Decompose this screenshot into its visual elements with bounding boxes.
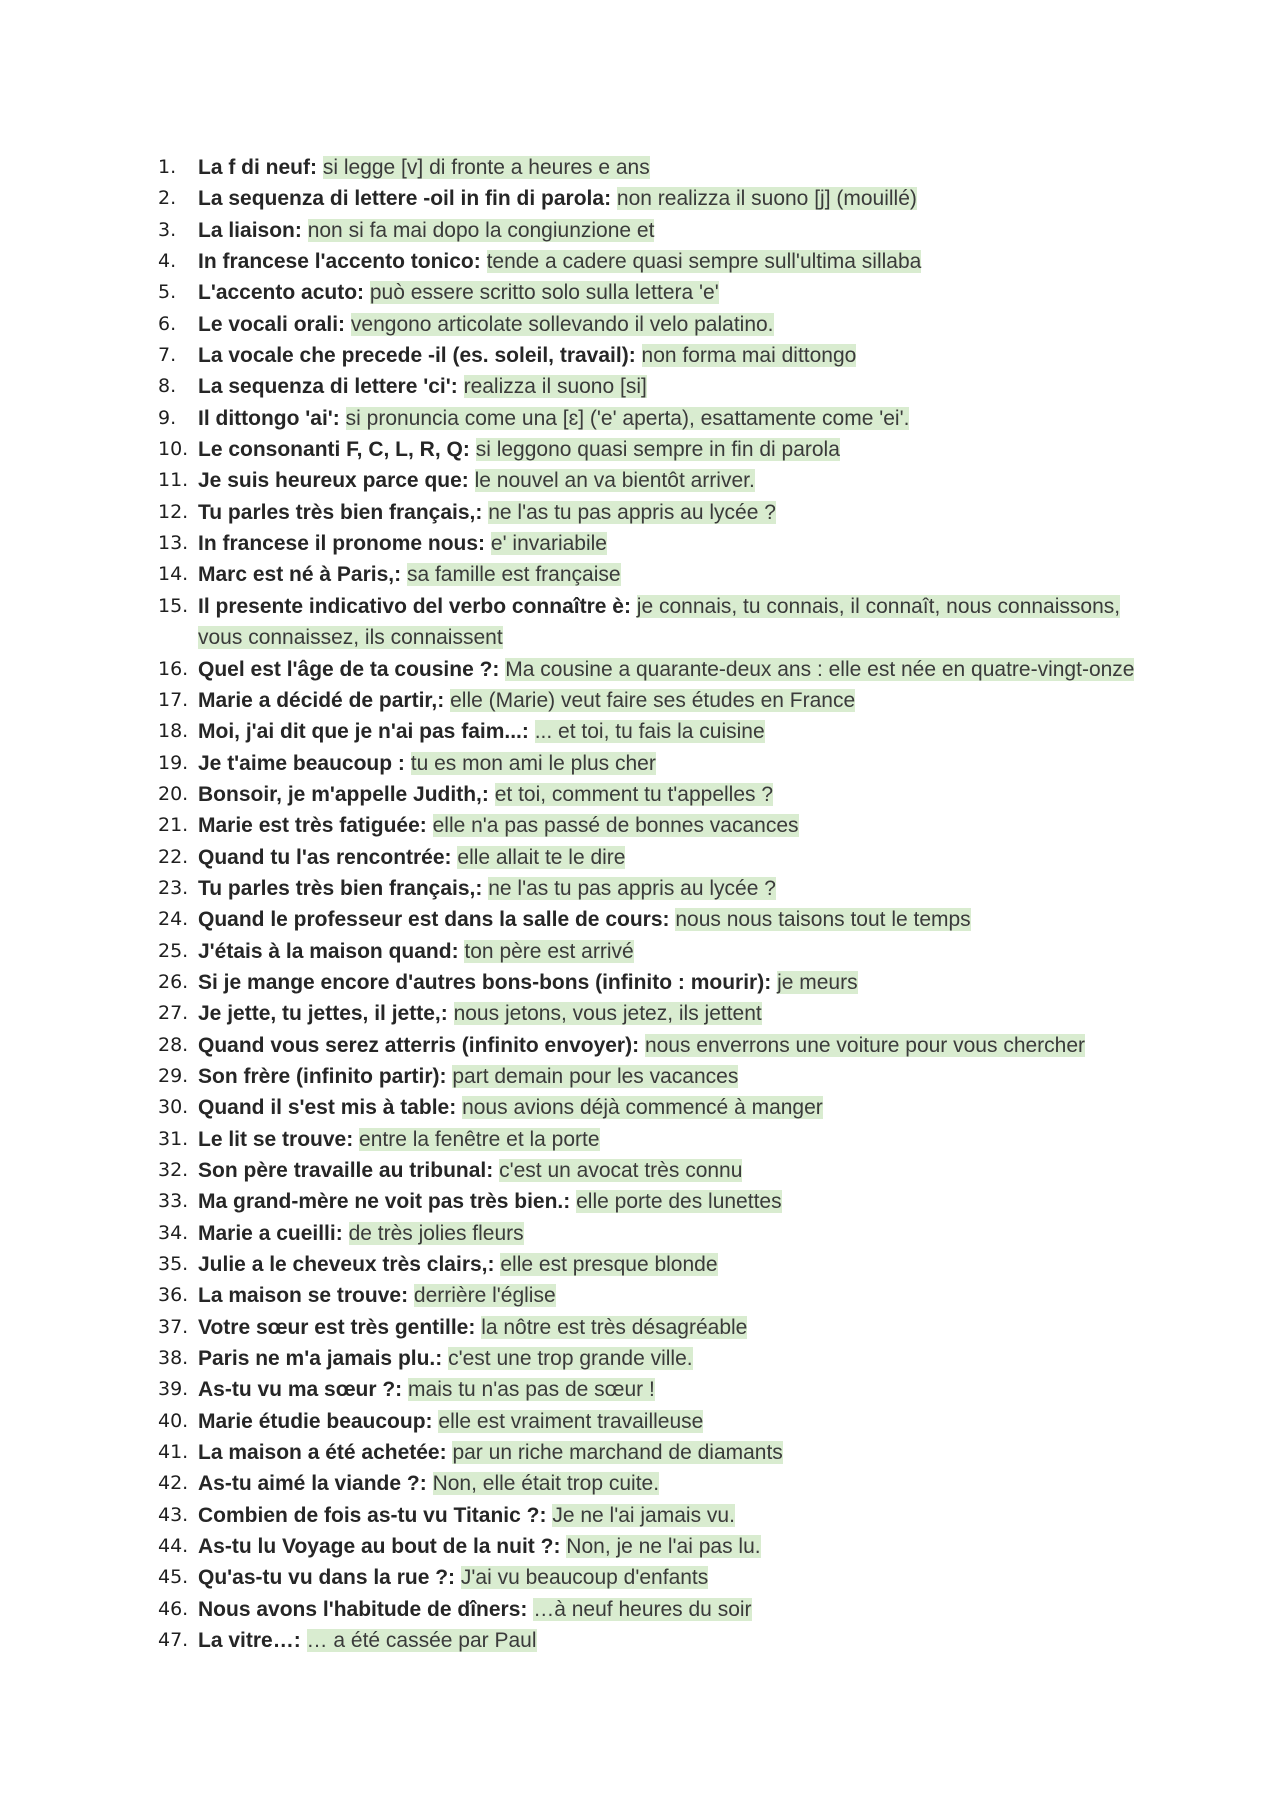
list-item xyxy=(158,497,1168,528)
item-question: La sequenza di lettere 'ci': xyxy=(198,375,458,399)
item-question: Marie a décidé de partir,: xyxy=(198,688,445,712)
item-answer-highlight: Non, je ne l'ai pas lu. xyxy=(566,1535,761,1559)
list-item xyxy=(158,277,1168,308)
item-number: 37. xyxy=(158,1315,189,1338)
item-question: Il presente indicativo del verbo connaître è: xyxy=(198,594,631,618)
list-item xyxy=(158,810,1168,841)
list-item xyxy=(158,1500,1168,1531)
item-answer-highlight: nous avions déjà commencé à manger xyxy=(462,1096,823,1120)
item-number: 21. xyxy=(158,814,189,837)
item-answer-highlight: realizza il suono [si] xyxy=(463,375,647,399)
item-question: Quand le professeur est dans la salle de cours: xyxy=(198,908,670,932)
item-number: 47. xyxy=(158,1629,189,1652)
list-item xyxy=(158,1468,1168,1499)
item-number: 45. xyxy=(158,1566,189,1589)
item-question: La liaison: xyxy=(198,218,302,242)
item-answer-highlight: si pronuncia come una [ɛ] ('e' aperta), esattamente come 'ei'. xyxy=(345,406,910,430)
item-question: La maison a été achetée: xyxy=(198,1441,447,1465)
list-item xyxy=(158,465,1168,496)
item-number: 40. xyxy=(158,1409,189,1432)
item-answer-highlight: c'est un avocat très connu xyxy=(499,1159,743,1182)
item-number: 39. xyxy=(158,1378,189,1401)
item-number: 19. xyxy=(158,751,189,774)
list-item xyxy=(158,309,1168,340)
item-question: Le vocali orali: xyxy=(198,312,346,336)
item-number: 9. xyxy=(158,406,177,429)
list-item xyxy=(158,183,1168,214)
list-item xyxy=(158,1030,1168,1061)
item-answer-highlight: nous nous taisons tout le temps xyxy=(675,908,971,932)
item-question: Quel est l'âge de ta cousine ?: xyxy=(198,657,500,681)
item-number: 18. xyxy=(158,720,189,743)
item-number: 6. xyxy=(158,312,177,335)
item-question: La sequenza di lettere -oil in fin di parola: xyxy=(198,187,612,211)
item-answer-highlight: non forma mai dittongo xyxy=(641,344,857,368)
item-question: Tu parles très bien français,: xyxy=(198,500,483,524)
item-answer-highlight: J'ai vu beaucoup d'enfants xyxy=(460,1566,709,1590)
item-question: Bonsoir, je m'appelle Judith,: xyxy=(198,782,489,806)
item-question: Marie a cueilli: xyxy=(198,1221,343,1245)
list-item xyxy=(158,1562,1168,1593)
list-item xyxy=(158,1186,1168,1217)
item-question: La vocale che precede -il (es. soleil, travail): xyxy=(198,344,636,368)
item-question: Son père travaille au tribunal: xyxy=(198,1159,494,1182)
list-item xyxy=(158,1343,1168,1374)
list-item xyxy=(158,904,1168,935)
item-answer-highlight: nous jetons, vous jetez, ils jettent xyxy=(453,1002,762,1026)
item-number: 28. xyxy=(158,1033,189,1056)
item-question: Je suis heureux parce que: xyxy=(198,469,469,493)
item-question: In francese il pronome nous: xyxy=(198,532,486,556)
item-number: 11. xyxy=(158,469,189,492)
answer-list xyxy=(158,152,1168,1657)
list-item xyxy=(158,716,1168,747)
item-answer-highlight: le nouvel an va bientôt arriver. xyxy=(474,469,755,493)
list-item xyxy=(158,936,1168,967)
item-question: Votre sœur est très gentille: xyxy=(198,1315,476,1339)
item-answer-highlight: e' invariabile xyxy=(490,532,607,556)
item-answer-highlight: c'est une trop grande ville. xyxy=(448,1347,693,1371)
item-number: 13. xyxy=(158,532,189,555)
list-item xyxy=(158,340,1168,371)
item-number: 15. xyxy=(158,594,189,617)
item-question: Son frère (infinito partir): xyxy=(198,1064,447,1088)
item-number: 43. xyxy=(158,1503,189,1526)
item-question: Quand il s'est mis à table: xyxy=(198,1096,457,1120)
item-number: 7. xyxy=(158,344,177,367)
item-answer-highlight: elle n'a pas passé de bonnes vacances xyxy=(432,814,799,838)
item-question: L'accento acuto: xyxy=(198,281,365,305)
item-answer-highlight: si leggono quasi sempre in fin di parola xyxy=(475,438,840,462)
item-question: Marie étudie beaucoup: xyxy=(198,1409,433,1433)
item-question: Le consonanti F, C, L, R, Q: xyxy=(198,438,470,462)
item-answer-highlight: ton père est arrivé xyxy=(464,939,634,963)
list-item xyxy=(158,1280,1168,1311)
list-item xyxy=(158,1124,1168,1155)
item-question: Il dittongo 'ai': xyxy=(198,406,340,430)
list-item xyxy=(158,998,1168,1029)
item-answer-highlight: elle est presque blonde xyxy=(500,1253,718,1277)
item-answer-highlight: mais tu n'as pas de sœur ! xyxy=(408,1378,655,1402)
item-answer-highlight: elle (Marie) veut faire ses études en France xyxy=(450,688,856,712)
item-number: 25. xyxy=(158,939,189,962)
list-item xyxy=(158,1594,1168,1625)
item-answer-highlight: la nôtre est très désagréable xyxy=(481,1315,748,1339)
item-number: 33. xyxy=(158,1190,189,1213)
item-question: Nous avons l'habitude de dîners: xyxy=(198,1597,528,1621)
item-question: In francese l'accento tonico: xyxy=(198,250,481,274)
item-answer-highlight: entre la fenêtre et la porte xyxy=(359,1127,600,1151)
item-question: As-tu vu ma sœur ?: xyxy=(198,1378,403,1402)
list-item xyxy=(158,1312,1168,1343)
list-item xyxy=(158,1374,1168,1405)
item-question: Paris ne m'a jamais plu.: xyxy=(198,1347,443,1371)
list-item xyxy=(158,1155,1168,1186)
item-question: Ma grand-mère ne voit pas très bien.: xyxy=(198,1190,571,1214)
list-item xyxy=(158,591,1168,654)
item-number: 42. xyxy=(158,1472,189,1495)
item-answer-highlight: …à neuf heures du soir xyxy=(533,1597,752,1621)
item-answer-highlight: ... et toi, tu fais la cuisine xyxy=(534,720,765,744)
list-item xyxy=(158,1406,1168,1437)
item-question: Combien de fois as-tu vu Titanic ?: xyxy=(198,1503,547,1527)
item-question: Quand tu l'as rencontrée: xyxy=(198,845,452,869)
item-number: 16. xyxy=(158,657,189,680)
list-item xyxy=(158,1092,1168,1123)
item-question: As-tu aimé la viande ?: xyxy=(198,1472,427,1496)
item-answer-highlight: ne l'as tu pas appris au lycée ? xyxy=(488,876,776,900)
item-number: 26. xyxy=(158,970,189,993)
item-number: 22. xyxy=(158,845,189,868)
list-item xyxy=(158,873,1168,904)
item-number: 31. xyxy=(158,1127,189,1150)
item-answer-highlight: tu es mon ami le plus cher xyxy=(410,751,656,775)
item-number: 14. xyxy=(158,563,189,586)
item-question: La maison se trouve: xyxy=(198,1284,409,1308)
item-answer-highlight: elle est vraiment travailleuse xyxy=(438,1409,704,1433)
list-item xyxy=(158,685,1168,716)
item-number: 4. xyxy=(158,250,177,273)
item-answer-highlight: si legge [v] di fronte a heures e ans xyxy=(322,156,650,179)
list-item xyxy=(158,1218,1168,1249)
item-answer-highlight: je meurs xyxy=(777,970,858,994)
list-item xyxy=(158,246,1168,277)
item-answer-highlight: et toi, comment tu t'appelles ? xyxy=(494,782,774,806)
item-answer-highlight: tende a cadere quasi sempre sull'ultima sillaba xyxy=(486,250,922,274)
item-number: 32. xyxy=(158,1159,189,1181)
list-item xyxy=(158,1249,1168,1280)
item-number: 8. xyxy=(158,375,177,398)
item-question: La vitre…: xyxy=(198,1629,301,1653)
item-answer-highlight: par un riche marchand de diamants xyxy=(452,1441,783,1465)
item-number: 46. xyxy=(158,1597,189,1620)
list-item xyxy=(158,403,1168,434)
item-number: 3. xyxy=(158,218,177,241)
list-item xyxy=(158,1531,1168,1562)
list-item xyxy=(158,1061,1168,1092)
item-answer-highlight: sa famille est française xyxy=(406,563,621,587)
list-item xyxy=(158,559,1168,590)
item-answer-highlight: vengono articolate sollevando il velo palatino. xyxy=(350,312,774,336)
item-question: Qu'as-tu vu dans la rue ?: xyxy=(198,1566,456,1590)
item-question: Tu parles très bien français,: xyxy=(198,876,483,900)
item-number: 29. xyxy=(158,1064,189,1087)
item-question: Je jette, tu jettes, il jette,: xyxy=(198,1002,448,1026)
item-answer-highlight: può essere scritto solo sulla lettera 'e' xyxy=(369,281,719,305)
item-number: 23. xyxy=(158,876,189,899)
item-question: As-tu lu Voyage au bout de la nuit ?: xyxy=(198,1535,561,1559)
item-question: Marie est très fatiguée: xyxy=(198,814,427,838)
item-answer-highlight: non si fa mai dopo la congiunzione et xyxy=(307,218,655,242)
list-item xyxy=(158,842,1168,873)
item-answer-highlight: non realizza il suono [j] (mouillé) xyxy=(616,187,917,211)
list-item xyxy=(158,1437,1168,1468)
list-item xyxy=(158,152,1168,183)
item-question: J'étais à la maison quand: xyxy=(198,939,459,963)
item-number: 27. xyxy=(158,1002,189,1025)
item-answer-highlight: Non, elle était trop cuite. xyxy=(432,1472,660,1496)
item-number: 20. xyxy=(158,782,189,805)
item-answer-highlight: nous enverrons une voiture pour vous chercher xyxy=(644,1033,1086,1057)
item-number: 38. xyxy=(158,1347,189,1370)
item-number: 44. xyxy=(158,1535,189,1558)
list-item xyxy=(158,654,1168,685)
item-question: Si je mange encore d'autres bons-bons (infinito : mourir): xyxy=(198,970,772,994)
item-question: Marc est né à Paris,: xyxy=(198,563,402,587)
item-answer-highlight: elle porte des lunettes xyxy=(576,1190,782,1214)
item-number: 12. xyxy=(158,500,189,523)
item-number: 35. xyxy=(158,1253,189,1276)
item-answer-highlight: elle allait te le dire xyxy=(457,845,626,869)
item-answer-highlight: ne l'as tu pas appris au lycée ? xyxy=(488,500,776,524)
item-number: 2. xyxy=(158,187,177,210)
item-question: Julie a le cheveux très clairs,: xyxy=(198,1253,495,1277)
item-number: 1. xyxy=(158,156,177,178)
item-number: 34. xyxy=(158,1221,189,1244)
item-question: Le lit se trouve: xyxy=(198,1127,354,1151)
list-item xyxy=(158,215,1168,246)
item-answer-highlight: part demain pour les vacances xyxy=(452,1064,739,1088)
list-item xyxy=(158,371,1168,402)
item-answer-highlight: Je ne l'ai jamais vu. xyxy=(552,1503,735,1527)
item-number: 17. xyxy=(158,688,189,711)
item-number: 24. xyxy=(158,908,189,931)
item-question: Je t'aime beaucoup : xyxy=(198,751,405,775)
item-number: 30. xyxy=(158,1096,189,1119)
item-number: 36. xyxy=(158,1284,189,1307)
list-item xyxy=(158,1625,1168,1656)
item-answer-highlight: je connais, tu connais, il connaît, nous connaissons, vous connaissez, ils connaissent xyxy=(198,594,1121,650)
list-item xyxy=(158,528,1168,559)
item-question: Quand vous serez atterris (infinito envoyer): xyxy=(198,1033,640,1057)
item-question: La f di neuf: xyxy=(198,156,317,179)
list-item xyxy=(158,434,1168,465)
item-answer-highlight: derrière l'église xyxy=(413,1284,556,1308)
item-number: 41. xyxy=(158,1441,189,1464)
list-item xyxy=(158,967,1168,998)
item-number: 10. xyxy=(158,438,189,461)
item-answer-highlight: Ma cousine a quarante-deux ans : elle est née en quatre-vingt-onze xyxy=(505,657,1135,681)
item-question: Moi, j'ai dit que je n'ai pas faim...: xyxy=(198,720,529,744)
item-answer-highlight: de très jolies fleurs xyxy=(348,1221,524,1245)
item-answer-highlight: … a été cassée par Paul xyxy=(306,1629,537,1653)
list-item xyxy=(158,748,1168,779)
list-item xyxy=(158,779,1168,810)
item-number: 5. xyxy=(158,281,177,304)
